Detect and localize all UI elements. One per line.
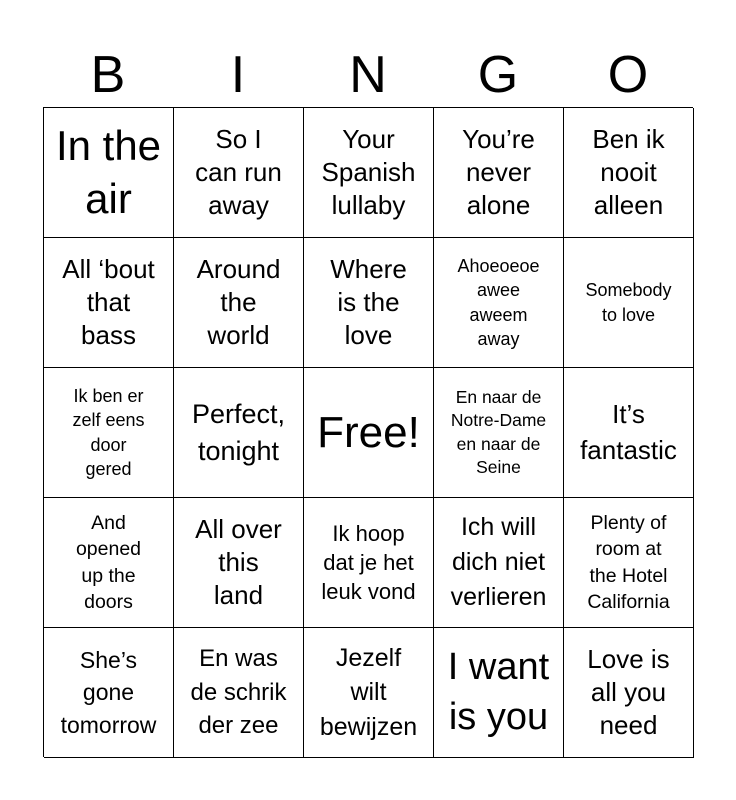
bingo-cell-r4-c1[interactable] <box>44 498 174 628</box>
bingo-cell-text: Somebody to love <box>585 280 672 325</box>
bingo-cell-r5-c1[interactable] <box>44 628 174 758</box>
bingo-header <box>43 44 693 106</box>
bingo-cell-r1-c4[interactable] <box>434 108 564 238</box>
bingo-cell-text: Your Spanish lullaby <box>321 123 416 221</box>
bingo-cell-r2-c4[interactable] <box>434 238 564 368</box>
bingo-cell-text: All over this land <box>195 513 282 611</box>
header-letter-n: N <box>349 46 387 104</box>
bingo-cell-text: Love is all you need <box>587 643 670 741</box>
bingo-cell-r1-c5[interactable] <box>564 108 694 238</box>
bingo-cell-text: I want is you <box>447 646 550 738</box>
bingo-cell-r4-c2[interactable] <box>174 498 304 628</box>
bingo-cell-text: Where is the love <box>330 253 407 351</box>
bingo-cell-r2-c3[interactable] <box>304 238 434 368</box>
bingo-cell-r4-c4[interactable] <box>434 498 564 628</box>
bingo-cell-text: In the air <box>55 122 162 222</box>
bingo-board <box>43 107 693 757</box>
bingo-cell-text: Ahoeoeoe awee aweem away <box>457 255 540 349</box>
bingo-cell-text: Jezelf wilt bewijzen <box>319 643 418 741</box>
bingo-cell-r3-c1[interactable] <box>44 368 174 498</box>
bingo-cell-free[interactable] <box>304 368 434 498</box>
bingo-cell-r5-c2[interactable] <box>174 628 304 758</box>
bingo-cell-text: Ik hoop dat je het leuk vond <box>321 520 416 605</box>
free-space-text: Free! <box>317 408 420 457</box>
bingo-cell-r4-c5[interactable] <box>564 498 694 628</box>
bingo-cell-r5-c3[interactable] <box>304 628 434 758</box>
bingo-cell-text: Ich will dich niet verlieren <box>450 513 547 611</box>
bingo-cell-text: Ik ben er zelf eens door gered <box>72 385 145 479</box>
bingo-cell-text: You’re never alone <box>462 123 535 221</box>
bingo-cell-r1-c2[interactable] <box>174 108 304 238</box>
bingo-cell-text: En naar de Notre-Dame en naar de Seine <box>450 386 547 477</box>
bingo-cell-text: Perfect, tonight <box>191 399 286 466</box>
bingo-cell-text: Plenty of room at the Hotel California <box>587 511 670 613</box>
header-letter-b: B <box>90 46 126 104</box>
bingo-cell-text: Ben ik nooit alleen <box>592 123 665 221</box>
bingo-cell-text: She’s gone tomorrow <box>60 647 157 738</box>
bingo-cell-r2-c1[interactable] <box>44 238 174 368</box>
bingo-cell-text: En was de schrik der zee <box>190 645 287 740</box>
bingo-cell-text: Around the world <box>196 253 281 351</box>
bingo-cell-r3-c5[interactable] <box>564 368 694 498</box>
bingo-cell-r5-c5[interactable] <box>564 628 694 758</box>
bingo-cell-r2-c2[interactable] <box>174 238 304 368</box>
bingo-cell-text: It’s fantastic <box>580 399 677 465</box>
bingo-cell-r2-c5[interactable] <box>564 238 694 368</box>
header-letter-o: O <box>607 46 649 104</box>
bingo-cell-r1-c1[interactable] <box>44 108 174 238</box>
header-letter-i: I <box>230 46 246 104</box>
bingo-cell-r1-c3[interactable] <box>304 108 434 238</box>
bingo-cell-r3-c4[interactable] <box>434 368 564 498</box>
bingo-cell-r3-c2[interactable] <box>174 368 304 498</box>
bingo-cell-text: And opened up the doors <box>75 511 142 613</box>
bingo-cell-r5-c4[interactable] <box>434 628 564 758</box>
bingo-cell-text: So I can run away <box>195 123 282 221</box>
bingo-cell-text: All ‘bout that bass <box>62 253 155 351</box>
bingo-cell-r4-c3[interactable] <box>304 498 434 628</box>
header-letter-g: G <box>477 46 519 104</box>
